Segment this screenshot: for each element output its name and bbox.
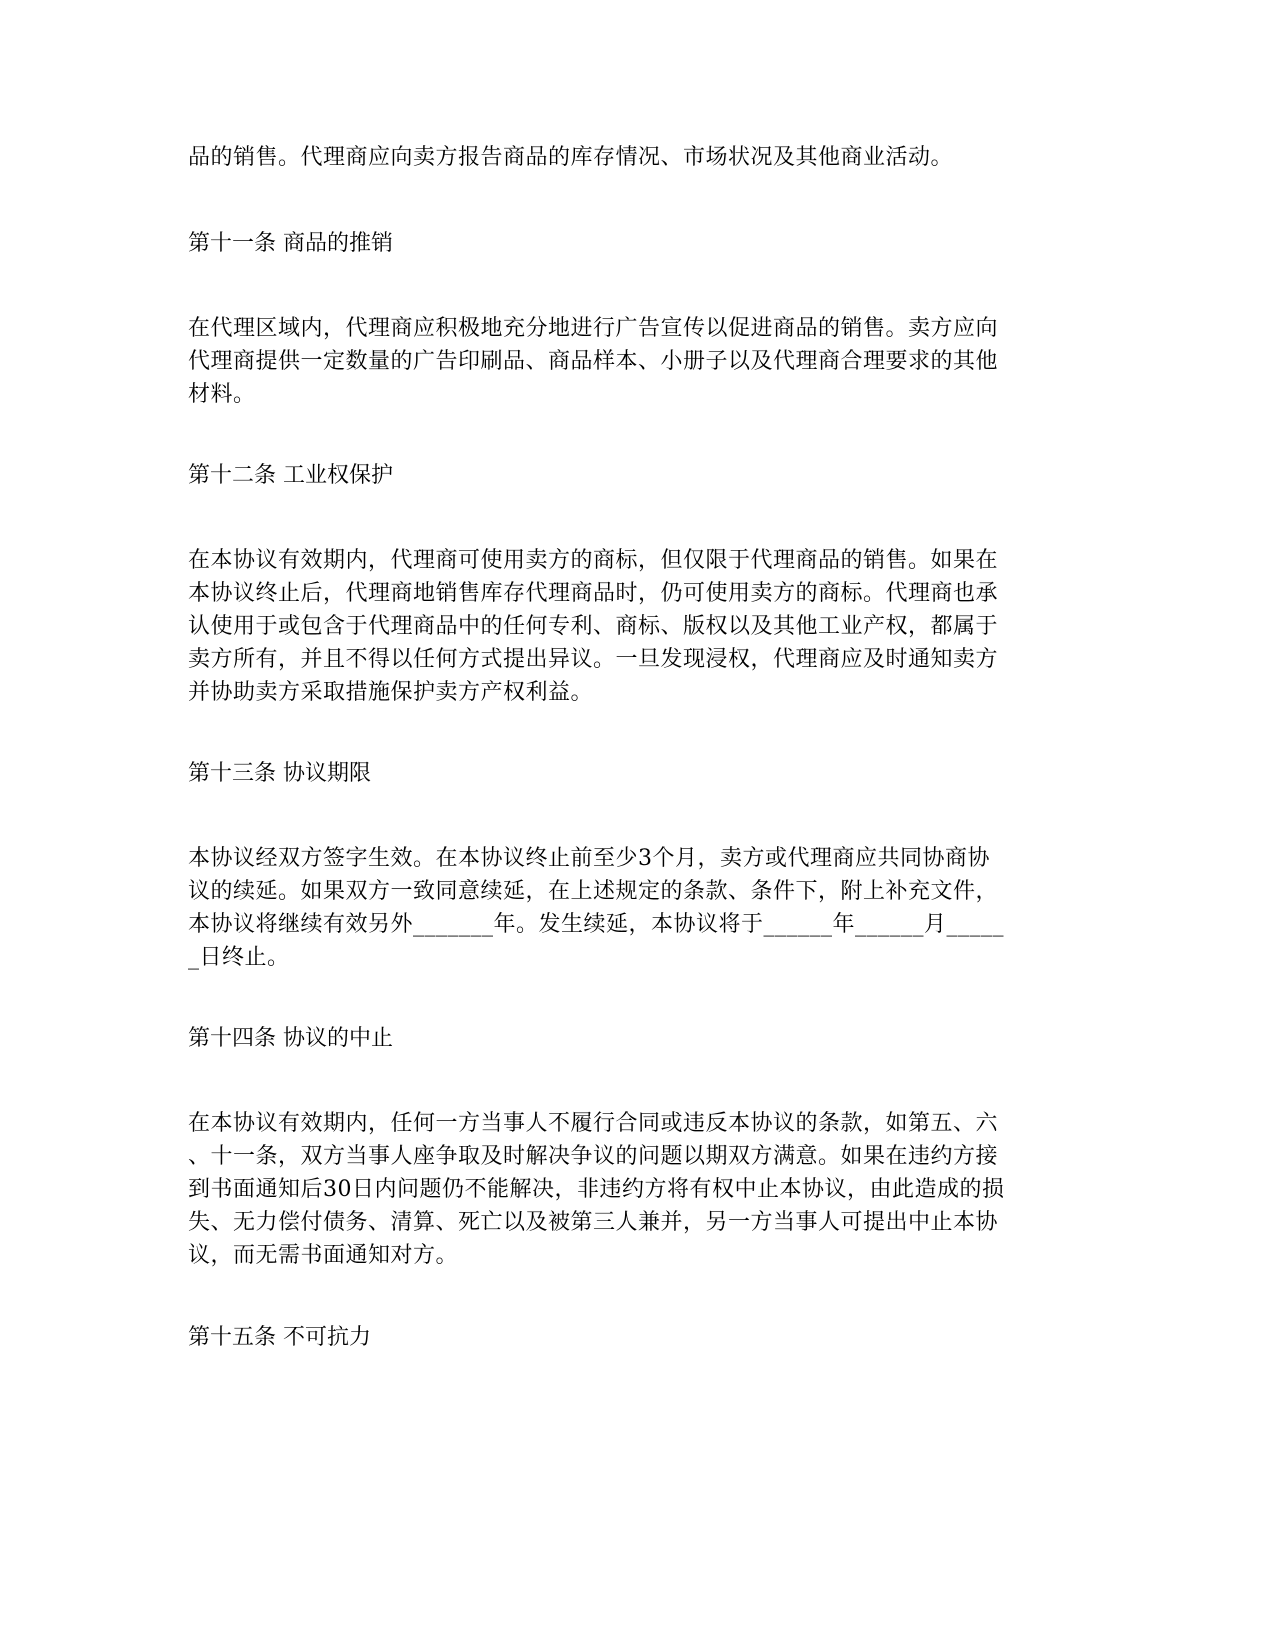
article-14-heading: 第十四条 协议的中止 — [188, 1026, 393, 1051]
paragraph-line: 失、无力偿付债务、清算、死亡以及被第三人兼并，另一方当事人可提出中止本协 — [188, 1210, 999, 1235]
paragraph-continuation — [188, 141, 1088, 174]
article-13-heading: 第十三条 协议期限 — [188, 761, 371, 786]
paragraph-line: 本协议将继续有效另外_______年。发生续延，本协议将于______年______月_____ — [188, 912, 1005, 937]
paragraph-line: 认使用于或包含于代理商品中的任何专利、商标、版权以及其他工业产权，都属于 — [188, 614, 999, 639]
article-12-paragraph — [188, 544, 1088, 709]
paragraph-line: _日终止。 — [188, 945, 290, 970]
paragraph-line: 议，而无需书面通知对方。 — [188, 1243, 459, 1268]
paragraph-line: 在本协议有效期内，任何一方当事人不履行合同或违反本协议的条款，如第五、六 — [188, 1111, 999, 1136]
paragraph-line: 在代理区域内，代理商应积极地充分地进行广告宣传以促进商品的销售。卖方应向 — [188, 316, 999, 341]
article-11-paragraph — [188, 312, 1088, 411]
paragraph-line: 本协议经双方签字生效。在本协议终止前至少3个月，卖方或代理商应共同协商协 — [188, 846, 990, 871]
paragraph-line: 并协助卖方采取措施保护卖方产权利益。 — [188, 680, 594, 705]
paragraph-line: 到书面通知后30日内问题仍不能解决，非违约方将有权中止本协议，由此造成的损 — [188, 1177, 1005, 1202]
paragraph-line: 材料。 — [188, 382, 256, 407]
paragraph-line: 在本协议有效期内，代理商可使用卖方的商标，但仅限于代理商品的销售。如果在 — [188, 548, 999, 573]
article-14-paragraph — [188, 1107, 1088, 1272]
paragraph-line: 议的续延。如果双方一致同意续延，在上述规定的条款、条件下，附上补充文件， — [188, 879, 999, 904]
paragraph-line: 代理商提供一定数量的广告印刷品、商品样本、小册子以及代理商合理要求的其他 — [188, 349, 999, 374]
paragraph-line: 品的销售。代理商应向卖方报告商品的库存情况、市场状况及其他商业活动。 — [188, 145, 954, 170]
article-11-heading: 第十一条 商品的推销 — [188, 231, 393, 256]
article-15-heading: 第十五条 不可抗力 — [188, 1325, 371, 1350]
paragraph-line: 本协议终止后，代理商地销售库存代理商品时，仍可使用卖方的商标。代理商也承 — [188, 581, 999, 606]
paragraph-line: 、十一条，双方当事人座争取及时解决争议的问题以期双方满意。如果在违约方接 — [188, 1144, 999, 1169]
article-13-paragraph — [188, 842, 1088, 974]
paragraph-line: 卖方所有，并且不得以任何方式提出异议。一旦发现浸权，代理商应及时通知卖方 — [188, 647, 999, 672]
article-12-heading: 第十二条 工业权保护 — [188, 463, 393, 488]
